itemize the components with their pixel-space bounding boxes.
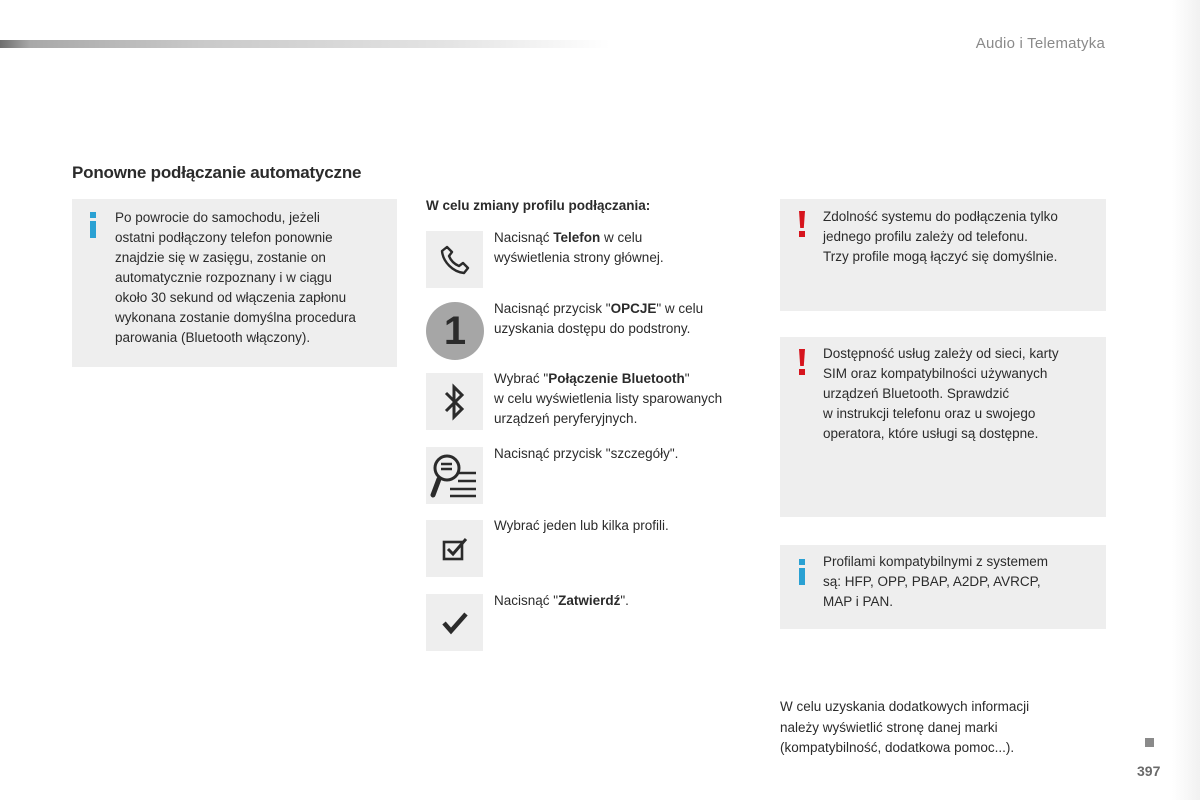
info-box-left: [72, 199, 397, 367]
step-2-text: Nacisnąć przycisk "OPCJE" w celu uzyskania dostępu do podstrony.: [494, 299, 754, 339]
section-title: Ponowne podłączanie automatyczne: [72, 163, 362, 182]
step-1-text: Nacisnąć Telefon w celu wyświetlenia strony głównej.: [494, 228, 754, 268]
step-5-text: [494, 516, 754, 536]
warning-box-2: [780, 337, 1106, 517]
checkmark-icon: [440, 608, 470, 638]
info-box-right: [780, 545, 1106, 629]
info-box-left-text: Po powrocie do samochodu, jeżeli ostatni podłączony telefon ponownie znajdzie się w zasięgu, zostanie on automatycznie rozpoznany i w ciągu około 30 sekund od włączenia zapłonu wykonana zostanie domyślna procedura parowania (Bluetooth włączony).: [115, 210, 356, 345]
warning-icon: [797, 211, 807, 237]
step-4-line-1: Nacisnąć przycisk "szczegóły".: [494, 446, 679, 461]
checkbox-icon: [440, 534, 470, 564]
step-3-line-1: Wybrać "Połączenie Bluetooth": [494, 371, 690, 386]
warning-box-2-text: Dostępność usług zależy od sieci, karty SIM oraz kompatybilności używanych urządzeń Bluetooth. Sprawdzić w instrukcji telefonu oraz u swojego operatora, które usługi są dostępne.: [823, 346, 1059, 441]
step-6-text: [494, 591, 754, 611]
phone-icon: [438, 243, 472, 277]
step-5-icon-tile: [426, 520, 483, 577]
warning-box-1-text: Zdolność systemu do podłączenia tylko jednego profilu zależy od telefonu. Trzy profile mogą łączyć się domyślnie.: [823, 209, 1058, 264]
steps-title: W celu zmiany profilu podłączania:: [426, 198, 651, 213]
step-3-icon-tile: [426, 373, 483, 430]
info-icon: [797, 559, 807, 585]
info-icon: [88, 212, 98, 238]
step-5-line-1: Wybrać jeden lub kilka profili.: [494, 518, 669, 533]
step-4-icon-tile: [426, 447, 483, 504]
top-gradient-bar: [0, 40, 610, 48]
info-box-right-text: Profilami kompatybilnymi z systemem są: HFP, OPP, PBAP, A2DP, AVRCP, MAP i PAN.: [823, 554, 1049, 609]
header-title: Audio i Telematyka: [975, 35, 1105, 52]
step-3-text: Wybrać "Połączenie Bluetooth" w celu wyświetlenia listy sparowanych urządzeń peryferyjnych.: [494, 369, 754, 429]
step-2-icon-tile: [426, 302, 484, 360]
step-6-line-1: Nacisnąć "Zatwierdź".: [494, 593, 629, 608]
page-marker: [1145, 738, 1154, 747]
page-number: 397: [1137, 763, 1161, 779]
right-page-edge: [1172, 0, 1200, 800]
details-magnifier-icon: [430, 451, 480, 501]
number-one-icon: 1: [443, 308, 467, 353]
step-1-icon-tile: [426, 231, 483, 288]
step-1-line-1: Nacisnąć Telefon w celu: [494, 230, 643, 245]
warning-box-1: [780, 199, 1106, 311]
step-2-line-1: Nacisnąć przycisk "OPCJE" w celu: [494, 301, 704, 316]
footer-note: W celu uzyskania dodatkowych informacji należy wyświetlić stronę danej marki (kompatybilność, dodatkowa pomoc...).: [780, 699, 1030, 755]
step-4-text: [494, 444, 754, 464]
bluetooth-icon: [440, 382, 470, 422]
step-6-icon-tile: [426, 594, 483, 651]
warning-icon: [797, 349, 807, 375]
